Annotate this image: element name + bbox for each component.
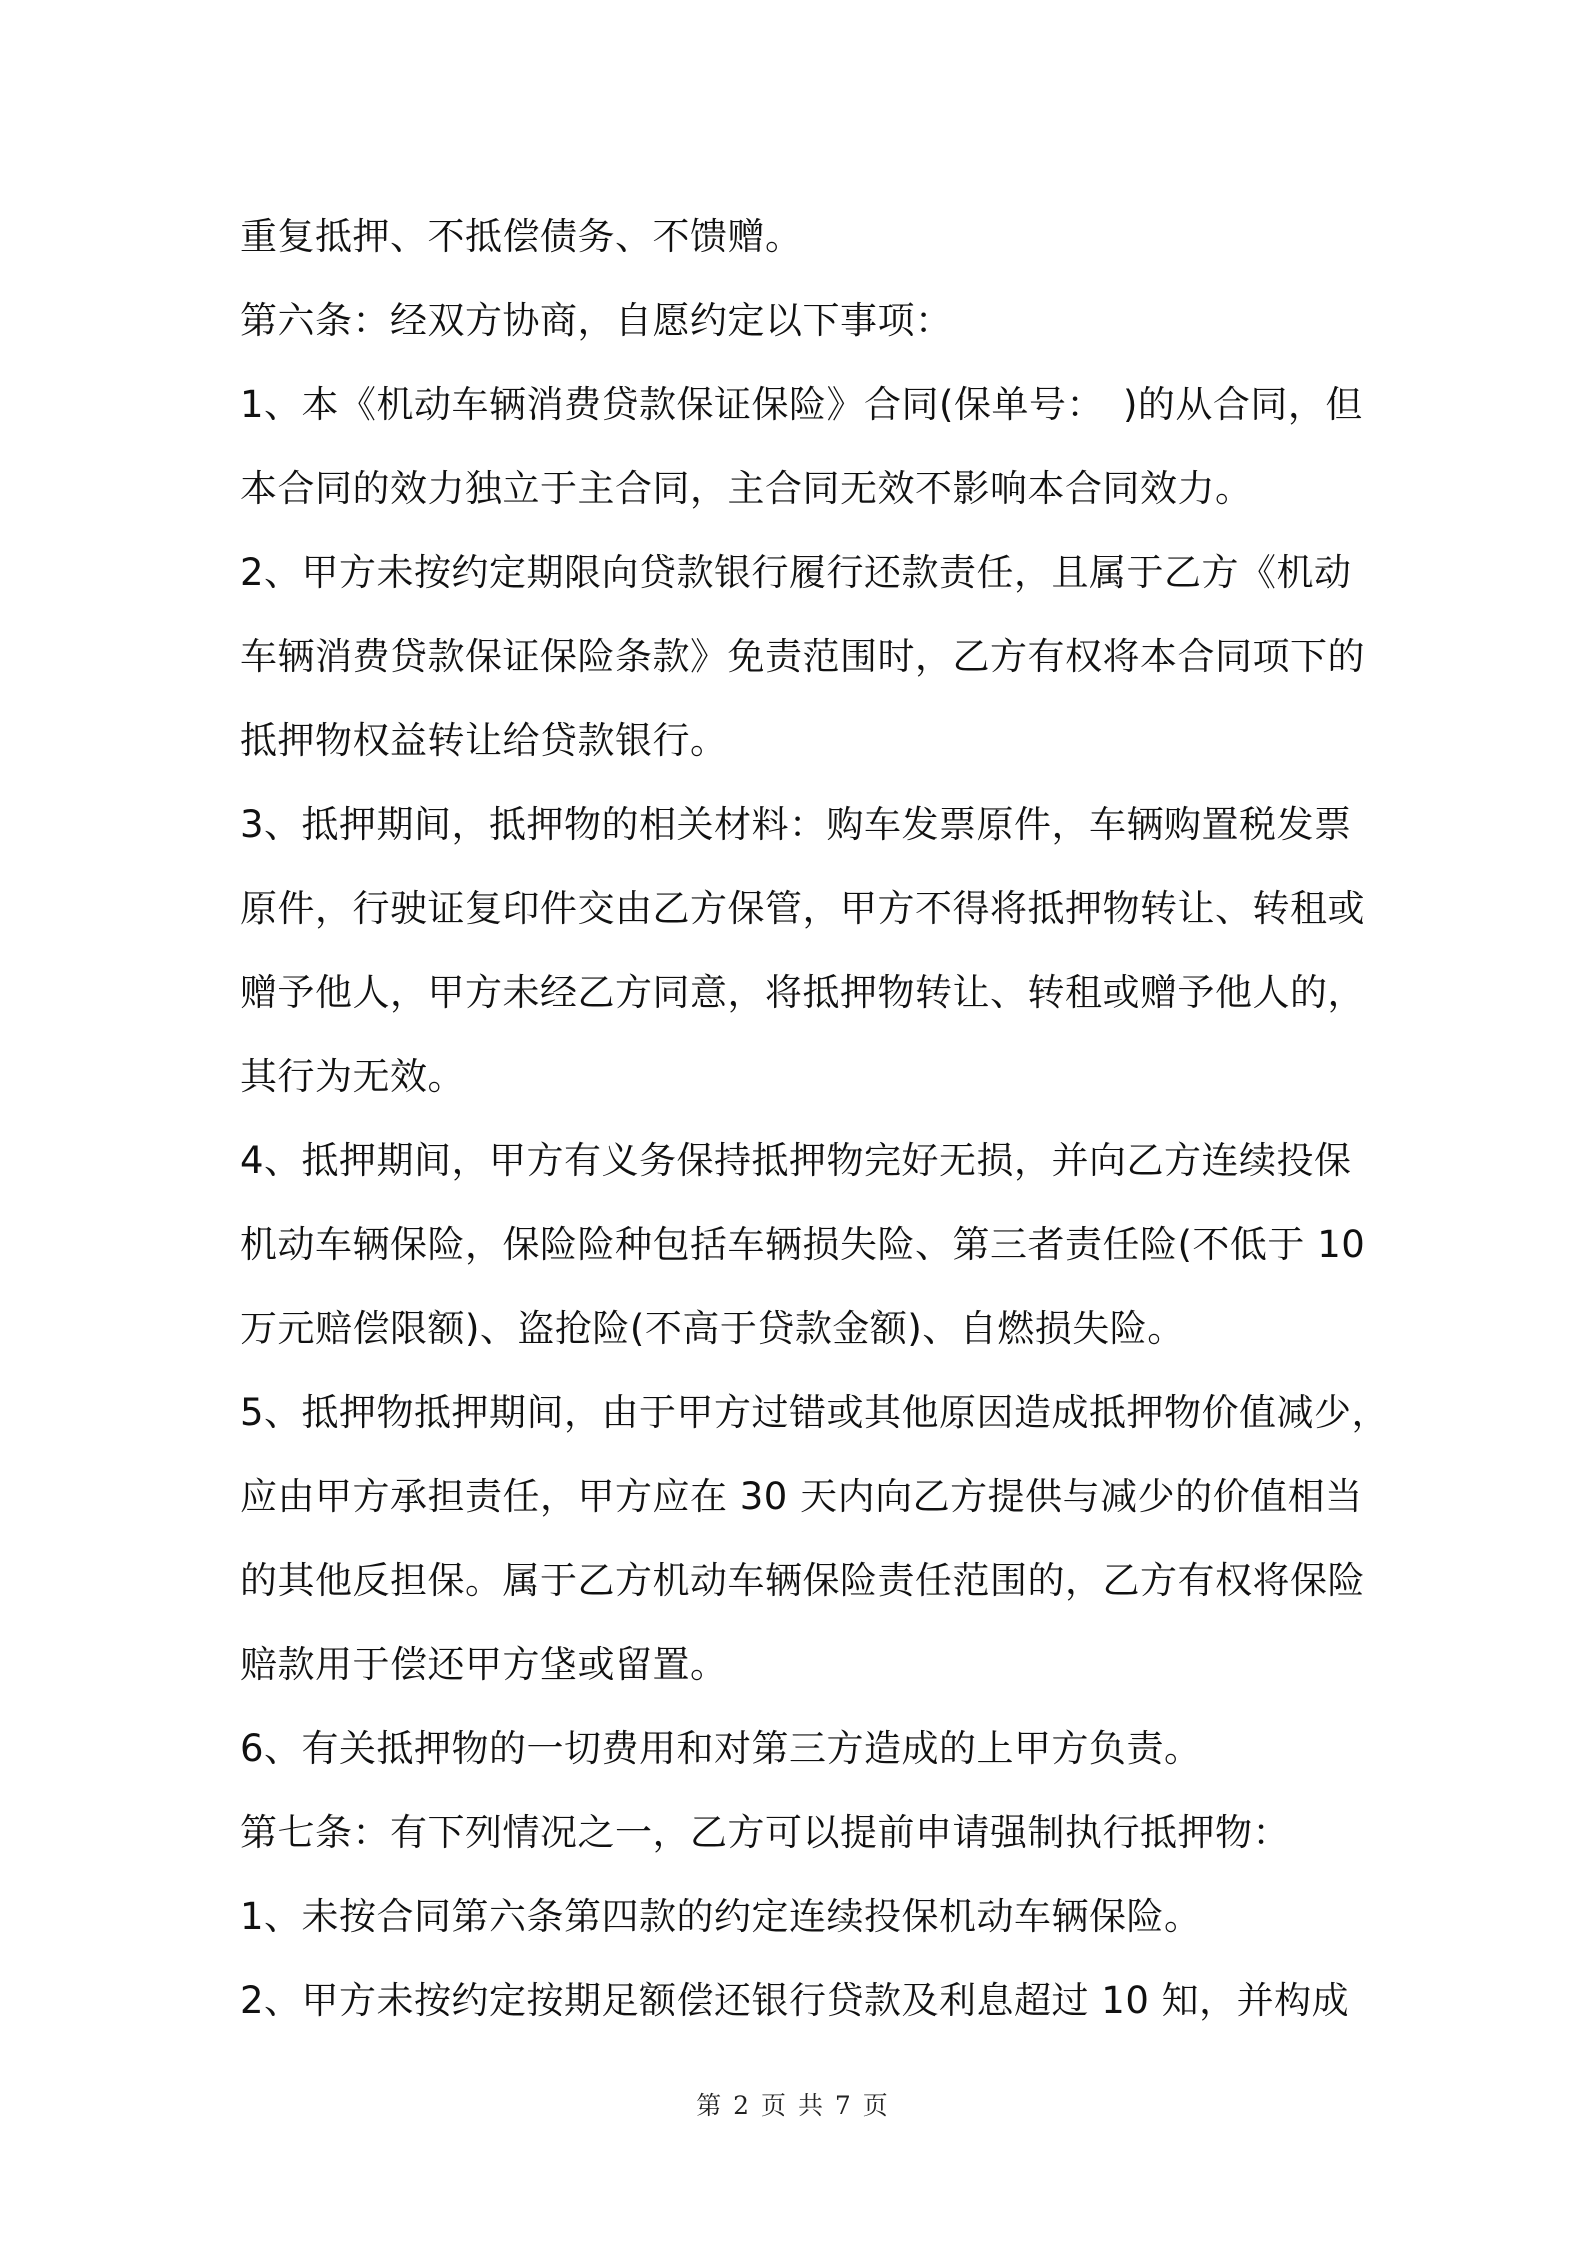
text-line: 重复抵押、不抵偿债务、不馈赠。 — [240, 215, 803, 258]
text-line: 万元赔偿限额)、盗抢险(不高于贷款金额)、自燃损失险。 — [240, 1307, 1185, 1350]
text-line: 原件，行驶证复印件交由乙方保管，甲方不得将抵押物转让、转租或 — [240, 887, 1365, 930]
text-line: 应由甲方承担责任，甲方应在 30 天内向乙方提供与减少的价值相当 — [240, 1475, 1363, 1518]
text-line: 本合同的效力独立于主合同，主合同无效不影响本合同效力。 — [240, 467, 1253, 510]
text-line: 2、甲方未按约定按期足额偿还银行贷款及利息超过 10 知，并构成 — [240, 1979, 1350, 2022]
text-line: 6、有关抵押物的一切费用和对第三方造成的上甲方负责。 — [240, 1727, 1202, 1770]
text-line: 车辆消费贷款保证保险条款》免责范围时，乙方有权将本合同项下的 — [240, 635, 1365, 678]
text-line: 抵押物权益转让给贷款银行。 — [240, 719, 728, 762]
text-line: 的其他反担保。属于乙方机动车辆保险责任范围的，乙方有权将保险 — [240, 1559, 1365, 1602]
document-body — [240, 195, 1390, 2043]
text-line: 其行为无效。 — [240, 1055, 465, 1098]
text-line: 第六条：经双方协商，自愿约定以下事项： — [240, 299, 953, 342]
text-line: 5、抵押物抵押期间，由于甲方过错或其他原因造成抵押物价值减少， — [240, 1391, 1390, 1434]
text-line: 2、甲方未按约定期限向贷款银行履行还款责任，且属于乙方《机动 — [240, 551, 1352, 594]
page-number: 第 2 页 共 7 页 — [696, 2091, 890, 2120]
text-line: 4、抵押期间，甲方有义务保持抵押物完好无损，并向乙方连续投保 — [240, 1139, 1352, 1182]
text-line: 赔款用于偿还甲方垡或留置。 — [240, 1643, 728, 1686]
text-line: 3、抵押期间，抵押物的相关材料：购车发票原件，车辆购置税发票 — [240, 803, 1352, 846]
text-line: 1、本《机动车辆消费贷款保证保险》合同(保单号： )的从合同，但 — [240, 383, 1363, 426]
text-line: 第七条：有下列情况之一，乙方可以提前申请强制执行抵押物： — [240, 1811, 1290, 1854]
text-line: 1、未按合同第六条第四款的约定连续投保机动车辆保险。 — [240, 1895, 1202, 1938]
text-line: 赠予他人，甲方未经乙方同意，将抵押物转让、转租或赠予他人的， — [240, 971, 1365, 1014]
text-line: 机动车辆保险，保险险种包括车辆损失险、第三者责任险(不低于 10 — [240, 1223, 1366, 1266]
